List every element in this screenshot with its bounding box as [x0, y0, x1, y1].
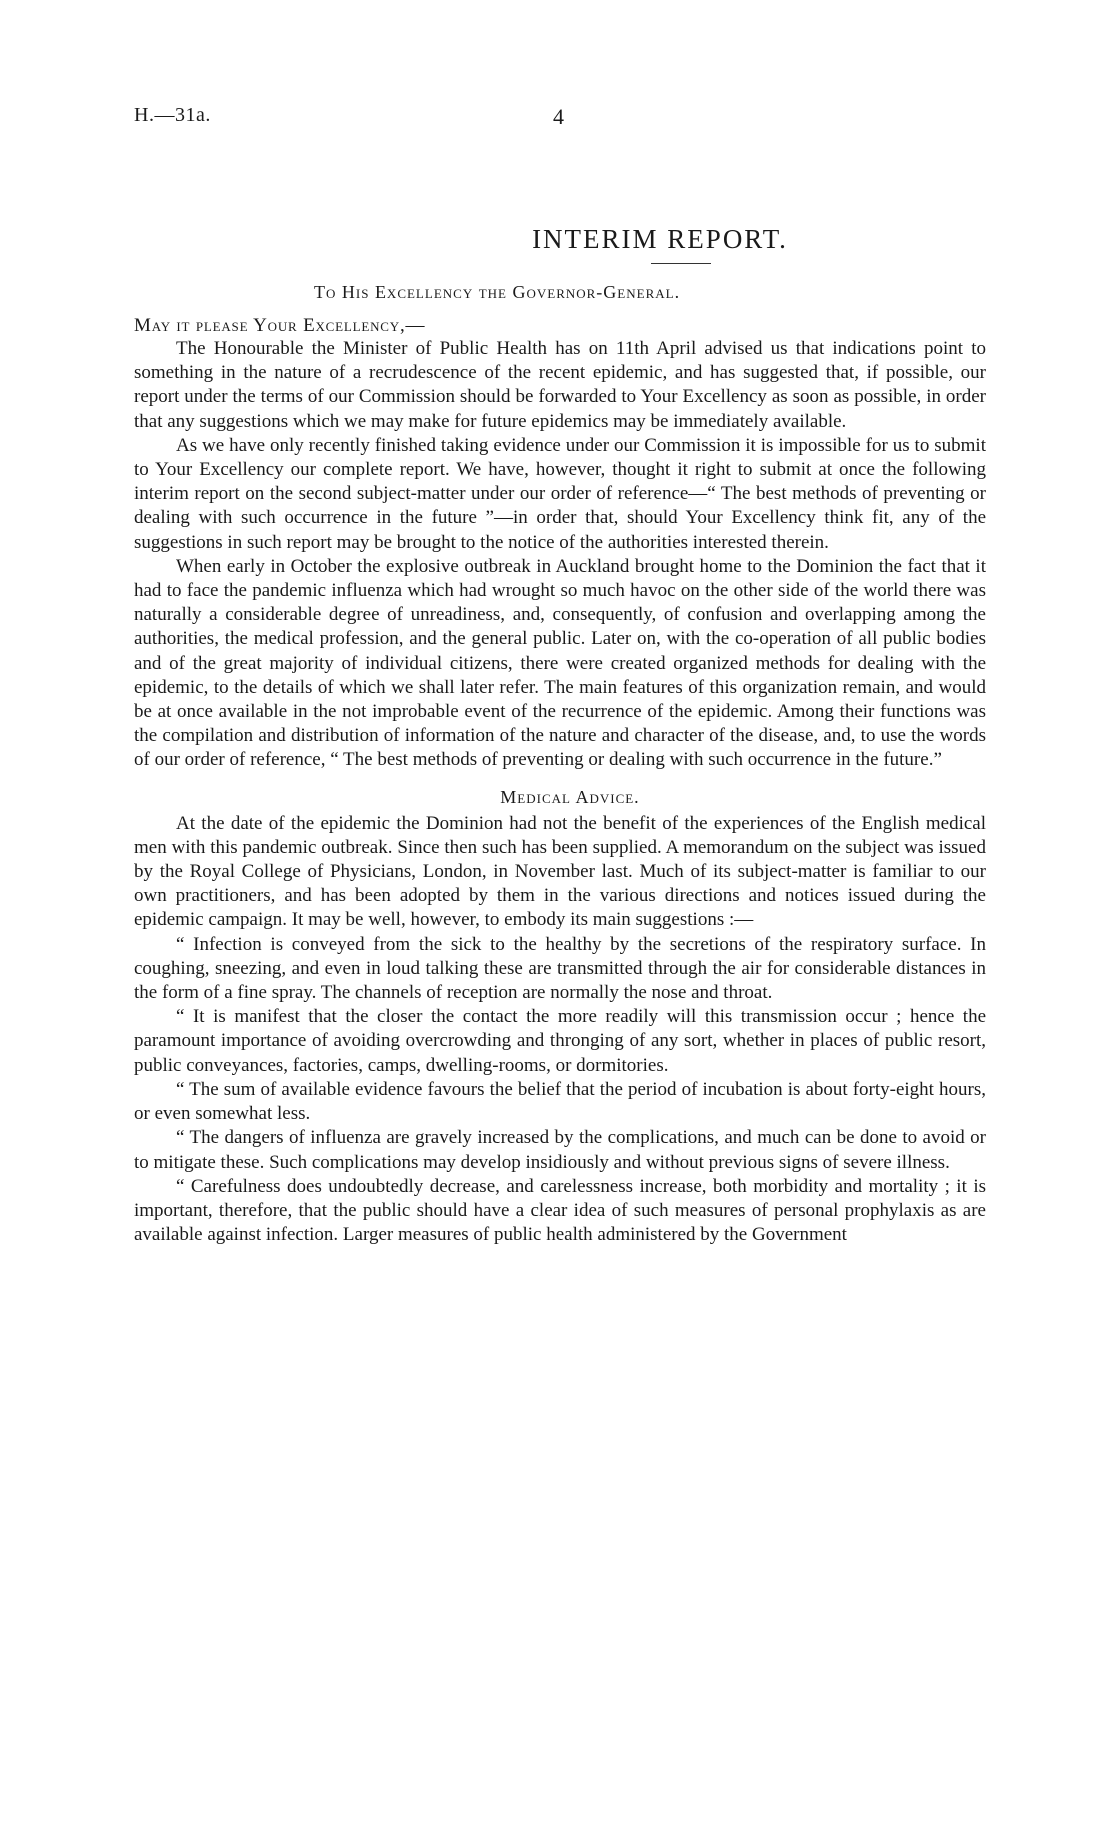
addressee: To His Excellency the Governor-General.	[314, 282, 681, 302]
page-reference: H.—31a.	[134, 104, 211, 126]
paragraph: The Honourable the Minister of Public Health has on 11th April advised us that indications point to something in the nature of a recrudescence of the recent epidemic, and has suggested that, if possible, our report under the terms of our Commission should be forwarded to Your Excellency as soon as possible, in order that any suggestions which we may make for future epidemics may be immediately available.	[134, 338, 986, 432]
quoted-paragraph: “ It is manifest that the closer the contact the more readily will this transmission occur ; hence the paramount importance of avoiding overcrowding and thronging of any sort, whether in places of public resort, public conveyances, factories, camps, dwelling-rooms, or dormitories.	[134, 1006, 986, 1076]
report-title: INTERIM REPORT.	[532, 224, 788, 254]
document-body	[134, 224, 986, 1247]
quoted-paragraph: “ The sum of available evidence favours the belief that the period of incubation is about forty-eight hours, or even somewhat less.	[134, 1078, 986, 1125]
section-heading: Medical Advice.	[500, 786, 640, 807]
title-rule	[651, 263, 711, 264]
quoted-paragraph: “ The dangers of influenza are gravely increased by the complications, and much can be done to avoid or to mitigate these. Such complications may develop insidiously and without previous signs of severe illness.	[134, 1127, 986, 1173]
paragraph: As we have only recently finished taking evidence under our Commission it is impossible for us to submit to Your Excellency our complete report. We have, however, thought it right to submit at once the following interim report on the second subject-matter under our order of reference—“ The best methods of preventing or dealing with such occurrence in the future ”—in order that, should Your Excellency think fit, any of the suggestions in such report may be brought to the notice of the authorities interested therein.	[134, 434, 986, 553]
quoted-paragraph: “ Carefulness does undoubtedly decrease, and carelessness increase, both morbidity and mortality ; it is important, therefore, that the public should have a clear idea of such measures of personal prophylaxis as are available against infection. Larger measures of public health administered by the Government	[134, 1175, 986, 1246]
salutation: May it please Your Excellency,—	[134, 315, 426, 336]
quoted-paragraph: “ Infection is conveyed from the sick to the healthy by the secretions of the respiratory surface. In coughing, sneezing, and even in loud talking these are transmitted through the air for considerable distances in the form of a fine spray. The channels of reception are normally the nose and throat.	[134, 933, 986, 1004]
page-number: 4	[553, 104, 564, 129]
paragraph: At the date of the epidemic the Dominion had not the benefit of the experiences of the English medical men with this pandemic outbreak. Since then such has been supplied. A memorandum on the subject was issued by the Royal College of Physicians, London, in November last. Much of its subject-matter is familiar to our own practitioners, and has been adopted by them in the various directions and notices issued during the epidemic campaign. It may be well, however, to embody its main suggestions :—	[134, 812, 986, 931]
paragraph: When early in October the explosive outbreak in Auckland brought home to the Dominion the fact that it had to face the pandemic influenza which had wrought so much havoc on the other side of the world there was naturally a considerable degree of unreadiness, and, consequently, of confusion and overlapping among the authorities, the medical profession, and the general public. Later on, with the co-operation of all public bodies and of the great majority of individual citizens, there were created organized methods for dealing with the epidemic, to the details of which we shall later refer. The main features of this organization remain, and would be at once available in the not improbable event of the recurrence of the epidemic. Among their functions was the compilation and distribution of information of the nature and character of the disease, and, to use the words of our order of reference, “ The best methods of preventing or dealing with such occurrence in the future.”	[134, 555, 986, 771]
